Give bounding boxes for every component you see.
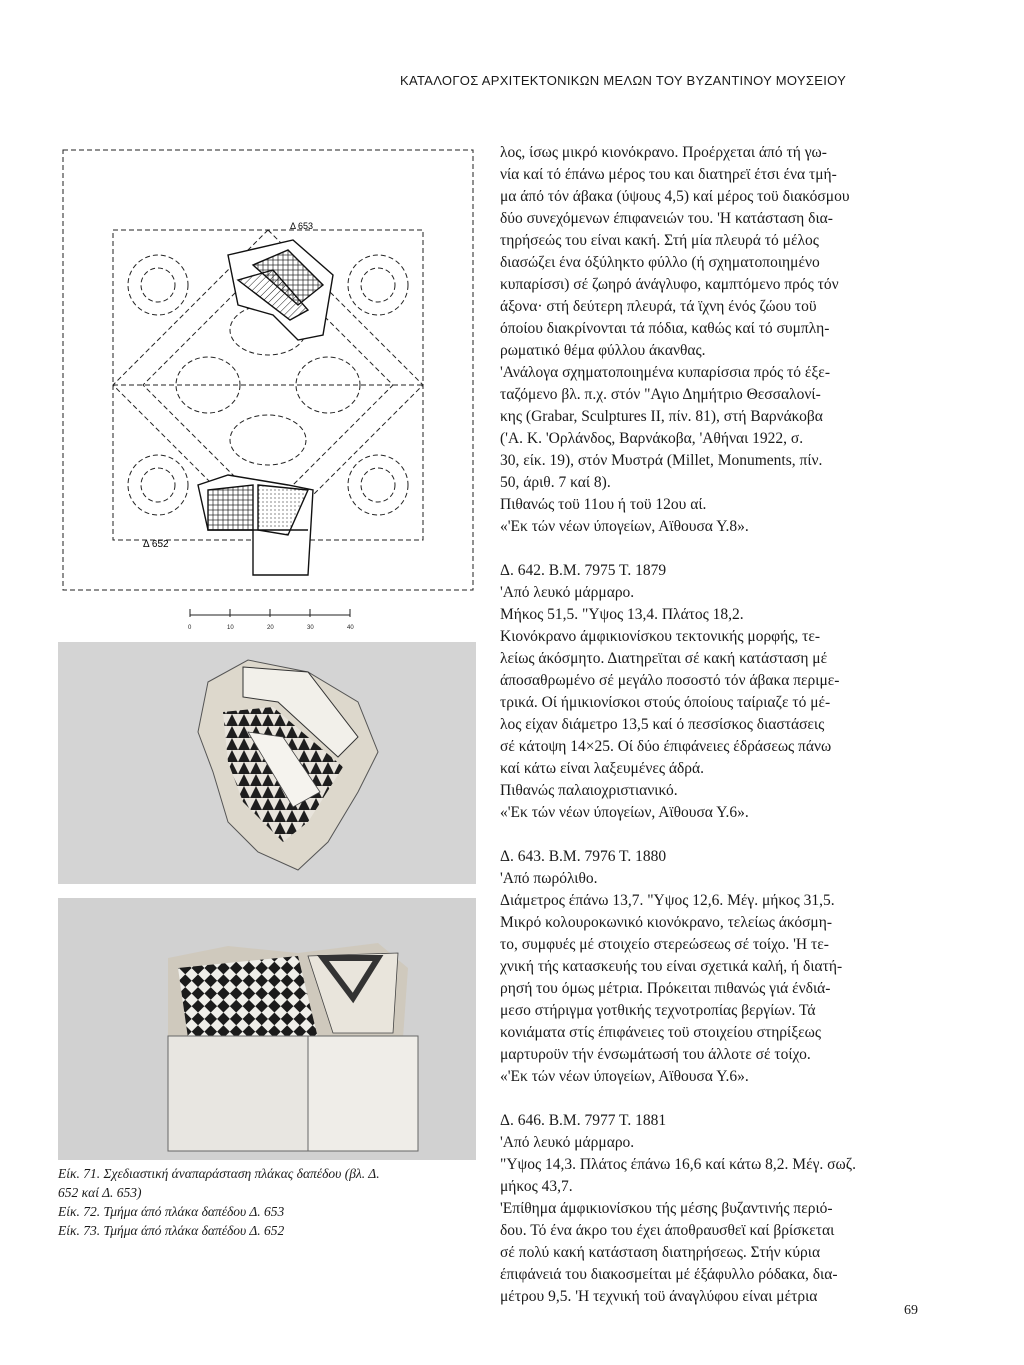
text-line: κονιάματα στίς έπιφάνειες τοϋ στοιχείου στηρίξεως xyxy=(500,1024,821,1041)
text-line: το, συμφυές μέ στοιχείο στερεώσεως σέ τοίχο. 'Η τε- xyxy=(500,936,829,953)
text-column xyxy=(500,142,950,1308)
text-line: Δ. 643. Β.Μ. 7976 Τ. 1880 xyxy=(500,848,667,865)
text-line: «'Εκ τών νέων ύπογείων, Αϊθουσα Υ.6». xyxy=(500,1068,749,1085)
text-line: ταζόμενο βλ. π.χ. στόν "Αγιο Δημήτριο Θεσσαλονί- xyxy=(500,386,821,403)
caption-line: 652 καί Δ. 653) xyxy=(58,1185,142,1200)
text-line: όποίου διακρίνονται τά πόδια, καθώς καί τό συμπλη- xyxy=(500,320,830,337)
text-line: «'Εκ τών νέων ύπογείων, Αϊθουσα Υ.6». xyxy=(500,804,749,821)
scale-bar xyxy=(185,605,385,635)
text-line: ρησή του όμως μέτρια. Πρόκειται πιθανώς γιά ένδιά- xyxy=(500,980,831,997)
text-line: Πιθανώς τοϋ 11ου ή τοϋ 12ου αί. xyxy=(500,496,707,513)
text-line: Κιονόκρανο άμφικιονίσκου τεκτονικής μορφής, τε- xyxy=(500,628,821,645)
scale-tick: 20 xyxy=(267,625,274,631)
text-line: Μήκος 51,5. "Υψος 13,4. Πλάτος 18,2. xyxy=(500,606,744,623)
scale-tick: 10 xyxy=(227,625,234,631)
caption-line: Είκ. 71. Σχεδιαστική άναπαράσταση πλάκας δαπέδου (βλ. Δ. xyxy=(58,1166,380,1181)
text-line: σέ κάτοψη 14×25. Οί δύο έπιφάνειες έδράσεως πάνω xyxy=(500,738,832,755)
text-line: ('Α. Κ. 'Ορλάνδος, Βαρνάκοβα, 'Αθήναι 1922, σ. xyxy=(500,430,804,447)
label-d652: Δ 652 xyxy=(143,539,169,550)
text-line: «'Εκ τών νέων ύπογείων, Αϊθουσα Υ.8». xyxy=(500,518,749,535)
text-line: κυπαρίσσι) σέ ζωηρό άνάγλυφο, καμπτόμενο πρός τόν xyxy=(500,276,839,293)
figure-71-drawing xyxy=(58,145,478,595)
caption-line: Είκ. 73. Τμήμα άπό πλάκα δαπέδου Δ. 652 xyxy=(58,1223,285,1238)
text-line: "Υψος 14,3. Πλάτος έπάνω 16,6 καί κάτω 8,2. Μέγ. σωζ. xyxy=(500,1156,857,1173)
figure-73-photo xyxy=(58,898,476,1160)
paragraph-continuation xyxy=(500,142,950,538)
text-line: Διάμετρος έπάνω 13,7. "Υψος 12,6. Μέγ. μήκος 31,5. xyxy=(500,892,835,909)
text-line: Δ. 646. Β.Μ. 7977 Τ. 1881 xyxy=(500,1112,667,1129)
text-line: μαρτυροϋν τήν ένσωμάτωσή του άλλοτε σέ τοίχο. xyxy=(500,1046,811,1063)
text-line: κης (Grabar, Sculptures II, πίν. 81), στή Βαρνάκοβα xyxy=(500,408,823,425)
text-line: άξονα· στή δεύτερη πλευρά, τά ϊχνη ένός ζώου τοϋ xyxy=(500,298,817,315)
text-line: ρωματικό θέμα φύλλου άκανθας. xyxy=(500,342,706,359)
figure-72-photo xyxy=(58,642,476,884)
text-line: 30, είκ. 19), στόν Μυστρά (Millet, Monuments, πίν. xyxy=(500,452,823,469)
text-line: τρικά. Οί ήμικιονίσκοι στούς όποίους ταίριαζε τό μέ- xyxy=(500,694,831,711)
text-line: δύο συνεχόμενων έπιφανειών του. 'Η κατάσταση δια- xyxy=(500,210,833,227)
text-line: 'Από λευκό μάρμαρο. xyxy=(500,584,635,601)
text-line: λος, ίσως μικρό κιονόκρανο. Προέρχεται άπό τή γω- xyxy=(500,144,827,161)
catalog-entry-d643 xyxy=(500,846,950,1088)
text-line: χνική τής κατασκευής του είναι σχετικά καλή, ή διατή- xyxy=(500,958,843,975)
text-line: λείως άκόσμητο. Διατηρεϊται σέ κακή κατάσταση μέ xyxy=(500,650,828,667)
running-header: ΚΑΤΑΛΟΓΟΣ ΑΡΧΙΤΕΚΤΟΝΙΚΩΝ ΜΕΛΩΝ ΤΟΥ ΒΥΖΑΝΤΙΝΟΥ ΜΟΥΣΕΙΟΥ xyxy=(400,73,847,88)
text-line: 'Επίθημα άμφικιονίσκου τής μέσης βυζαντινής περιό- xyxy=(500,1200,833,1217)
page-number: 69 xyxy=(904,1303,918,1318)
scale-tick: 40 xyxy=(347,625,354,631)
text-line: μεσο στήριγμα γοτθικής τεχνοτροπίας βεργίων. Τά xyxy=(500,1002,816,1019)
text-line: έπιφάνειά του διακοσμείται μέ έξάφυλλο ρόδακα, δια- xyxy=(500,1266,838,1283)
label-d653: Δ 653 xyxy=(290,221,314,231)
text-line: λος είχαν διάμετρο 13,5 καί ό πεσσίσκος διαστάσεις xyxy=(500,716,825,733)
text-line: 'Από λευκό μάρμαρο. xyxy=(500,1134,635,1151)
text-line: μέτρου 9,5. 'Η τεχνική τοϋ άναγλύφου είναι μέτρια xyxy=(500,1288,818,1305)
text-line: τηρήσεώς του είναι κακή. Στή μία πλευρά τό μέλος xyxy=(500,232,819,249)
text-line: 'Από πωρόλιθο. xyxy=(500,870,598,887)
text-line: καί κάτω είναι λαξευμένες άδρά. xyxy=(500,760,705,777)
text-line: μα άπό τόν άβακα (ύψους 4,5) καί μέρος τοϋ διακόσμου xyxy=(500,188,850,205)
text-line: σέ πολύ κακή κατάσταση διατηρήσεως. Στήν κύρια xyxy=(500,1244,821,1261)
text-line: 50, άριθ. 7 καί 8). xyxy=(500,474,611,491)
figure-captions xyxy=(58,1164,478,1240)
text-line: Μικρό κολουροκωνικό κιονόκρανο, τελείως άκόσμη- xyxy=(500,914,833,931)
scale-tick: 0 xyxy=(188,625,192,631)
text-line: Πιθανώς παλαιοχριστιανικό. xyxy=(500,782,678,799)
text-line: διασώζει ένα όξύληκτο φύλλο (ή σχηματοποιημένο xyxy=(500,254,820,271)
caption-line: Είκ. 72. Τμήμα άπό πλάκα δαπέδου Δ. 653 xyxy=(58,1204,285,1219)
catalog-entry-d642 xyxy=(500,560,950,824)
catalog-entry-d646 xyxy=(500,1110,950,1308)
text-line: Δ. 642. Β.Μ. 7975 Τ. 1879 xyxy=(500,562,667,579)
text-line: άποσαθρωμένο σέ μεγάλο ποσοστό τόν άβακα περιμε- xyxy=(500,672,840,689)
text-line: νία καί τό έπάνω μέρος του και διατηρεϊ έτσι ένα τμή- xyxy=(500,166,837,183)
text-line: μήκος 43,7. xyxy=(500,1178,573,1195)
text-line: δου. Τό ένα άκρο του έχει άποθραυσθεϊ καί βρίσκεται xyxy=(500,1222,835,1239)
text-line: 'Ανάλογα σχηματοποιημένα κυπαρίσσια πρός τό έξε- xyxy=(500,364,830,381)
scale-tick: 30 xyxy=(307,625,314,631)
